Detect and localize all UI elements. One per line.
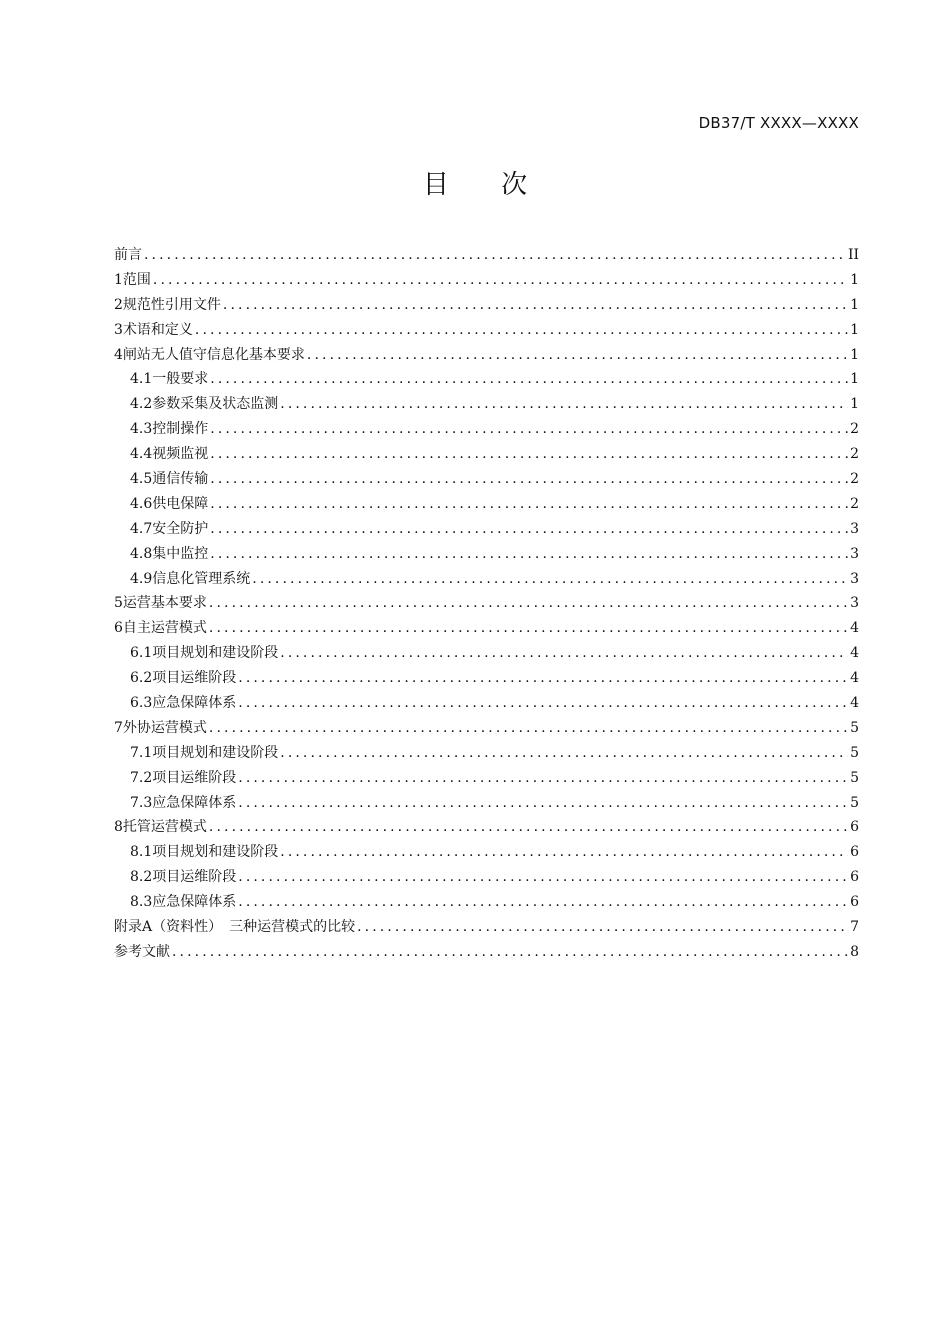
toc-dot-leader	[238, 791, 848, 816]
toc-entry-label: 项目规划和建设阶段	[152, 645, 279, 662]
toc-entry-number: 7.2	[130, 769, 153, 786]
toc-entry-number: 4.7	[130, 520, 153, 537]
toc-entry-number: 1	[114, 271, 123, 288]
toc-entry-label: 闸站无人值守信息化基本要求	[122, 346, 305, 363]
toc-dot-leader	[280, 392, 848, 417]
toc-entry[interactable]	[114, 616, 859, 641]
toc-entry-page: 1	[850, 396, 859, 413]
toc-entry[interactable]	[114, 666, 859, 691]
toc-entry-label: 视频监视	[152, 446, 209, 463]
toc-entry-number: 7.3	[130, 794, 153, 811]
toc-entry[interactable]	[114, 243, 859, 268]
toc-entry-page: 5	[850, 769, 859, 786]
toc-entry-number: 3	[114, 321, 123, 338]
toc-dot-leader	[357, 915, 848, 940]
toc-dot-leader	[209, 616, 848, 641]
toc-entry[interactable]	[114, 940, 859, 965]
toc-dot-leader	[209, 815, 848, 840]
toc-entry[interactable]	[114, 492, 859, 517]
toc-entry-number: 4.4	[130, 446, 153, 463]
toc-entry-label: 项目运维阶段	[152, 869, 237, 886]
toc-entry[interactable]	[114, 791, 859, 816]
toc-entry-label: 前言	[114, 247, 142, 263]
toc-entry-page: 5	[850, 719, 859, 736]
table-of-contents	[114, 243, 859, 965]
toc-entry-page: 1	[850, 346, 859, 363]
toc-entry-page: 6	[850, 894, 859, 911]
toc-entry-number: 4	[114, 346, 123, 363]
toc-entry-label: 集中监控	[152, 545, 209, 562]
toc-dot-leader	[144, 243, 846, 268]
toc-dot-leader	[238, 666, 848, 691]
toc-entry[interactable]	[114, 567, 859, 592]
toc-entry-label: 供电保障	[152, 495, 209, 512]
toc-entry-page: 8	[850, 943, 859, 960]
toc-entry-label: 范围	[122, 271, 151, 288]
toc-entry-label: 项目规划和建设阶段	[152, 744, 279, 761]
toc-dot-leader	[210, 492, 848, 517]
toc-entry-page: 6	[850, 844, 859, 861]
toc-entry-page: 6	[850, 819, 859, 836]
toc-entry-label: 外协运营模式	[122, 719, 207, 736]
toc-entry-label: 一般要求	[152, 371, 209, 388]
toc-entry-page: 2	[850, 446, 859, 463]
toc-entry[interactable]	[114, 716, 859, 741]
toc-entry[interactable]	[114, 318, 859, 343]
toc-entry-label: 参数采集及状态监测	[152, 396, 279, 413]
toc-entry-number: 4.3	[130, 421, 153, 438]
toc-entry[interactable]	[114, 417, 859, 442]
toc-entry-label: 安全防护	[152, 520, 209, 537]
toc-entry[interactable]	[114, 392, 859, 417]
toc-entry-page: 4	[850, 620, 859, 637]
toc-entry-number: 8.2	[130, 869, 153, 886]
toc-entry-page: 2	[850, 421, 859, 438]
toc-dot-leader	[153, 268, 848, 293]
toc-entry-number: 2	[114, 296, 123, 313]
toc-entry-page: 4	[850, 645, 859, 662]
toc-entry-label: 项目运维阶段	[152, 769, 237, 786]
toc-dot-leader	[209, 591, 848, 616]
toc-entry-number: 7.1	[130, 744, 153, 761]
toc-entry-page: 4	[850, 695, 859, 712]
toc-entry-number: 4.5	[130, 471, 153, 488]
toc-entry-page: 2	[850, 495, 859, 512]
toc-dot-leader	[210, 467, 848, 492]
toc-entry-label: 项目运维阶段	[152, 670, 237, 687]
toc-entry-page: 1	[850, 271, 859, 288]
toc-entry-label: 自主运营模式	[122, 620, 207, 637]
toc-title: 目 次	[422, 170, 550, 200]
toc-entry-number: 6.1	[130, 645, 153, 662]
toc-entry-page: 7	[850, 919, 859, 936]
toc-entry[interactable]	[114, 865, 859, 890]
toc-entry-page: 5	[850, 794, 859, 811]
toc-entry-number: 6.2	[130, 670, 153, 687]
toc-entry[interactable]	[114, 815, 859, 840]
toc-entry-page: 4	[850, 670, 859, 687]
toc-entry[interactable]	[114, 915, 859, 940]
toc-entry-label: 参考文献	[114, 943, 170, 960]
toc-entry-page: 1	[850, 321, 859, 338]
toc-entry-page: 1	[850, 371, 859, 388]
toc-dot-leader	[172, 940, 848, 965]
toc-dot-leader	[223, 293, 848, 318]
toc-entry-page: 3	[850, 570, 859, 587]
toc-entry[interactable]	[114, 766, 859, 791]
toc-entry-label: 项目规划和建设阶段	[152, 844, 279, 861]
toc-entry-number: 6	[114, 620, 123, 637]
document-code: DB37/T XXXX—XXXX	[698, 114, 859, 132]
toc-entry-label: 术语和定义	[122, 321, 193, 338]
toc-entry[interactable]	[114, 591, 859, 616]
toc-entry-page: 2	[850, 471, 859, 488]
toc-entry-number: 4.1	[130, 371, 153, 388]
toc-entry-page: 3	[850, 520, 859, 537]
toc-entry[interactable]	[114, 442, 859, 467]
toc-entry[interactable]	[114, 293, 859, 318]
toc-entry-page: 1	[850, 296, 859, 313]
toc-entry[interactable]	[114, 467, 859, 492]
toc-entry[interactable]	[114, 268, 859, 293]
toc-entry-number: 5	[114, 595, 123, 612]
toc-dot-leader	[209, 716, 848, 741]
toc-entry[interactable]	[114, 741, 859, 766]
toc-entry-number: 4.8	[130, 545, 153, 562]
toc-entry[interactable]	[114, 517, 859, 542]
toc-entry-number: 6.3	[130, 695, 153, 712]
toc-entry-label: 应急保障体系	[152, 894, 237, 911]
toc-entry-label: 托管运营模式	[122, 819, 207, 836]
toc-dot-leader	[307, 343, 848, 368]
toc-entry-number: 8	[114, 819, 123, 836]
toc-entry[interactable]	[114, 367, 859, 392]
toc-entry-number: 8.3	[130, 894, 153, 911]
toc-dot-leader	[238, 890, 848, 915]
toc-entry[interactable]	[114, 691, 859, 716]
toc-dot-leader	[210, 542, 848, 567]
toc-dot-leader	[210, 367, 848, 392]
toc-entry-page: II	[847, 247, 859, 263]
toc-dot-leader	[280, 840, 848, 865]
toc-entry[interactable]	[114, 840, 859, 865]
toc-entry-number: 4.6	[130, 495, 153, 512]
toc-dot-leader	[280, 641, 848, 666]
toc-entry-label: 通信传输	[152, 471, 209, 488]
toc-dot-leader	[252, 567, 848, 592]
toc-entry-number: 7	[114, 719, 123, 736]
toc-dot-leader	[238, 865, 848, 890]
toc-entry-label: 运营基本要求	[122, 595, 207, 612]
toc-entry-number: 4.9	[130, 570, 153, 587]
toc-dot-leader	[195, 318, 848, 343]
toc-dot-leader	[210, 417, 848, 442]
toc-dot-leader	[210, 517, 848, 542]
toc-dot-leader	[280, 741, 848, 766]
toc-entry-number: 4.2	[130, 396, 153, 413]
toc-entry-label: 规范性引用文件	[122, 296, 221, 313]
toc-entry-label: 附录A（资料性） 三种运营模式的比较	[114, 919, 356, 936]
toc-entry[interactable]	[114, 343, 859, 368]
toc-entry-label: 信息化管理系统	[152, 570, 251, 587]
toc-dot-leader	[210, 442, 848, 467]
toc-entry-page: 3	[850, 595, 859, 612]
toc-entry-number: 8.1	[130, 844, 153, 861]
toc-dot-leader	[238, 691, 848, 716]
toc-entry[interactable]	[114, 890, 859, 915]
toc-entry[interactable]	[114, 542, 859, 567]
toc-dot-leader	[238, 766, 848, 791]
toc-entry-page: 3	[850, 545, 859, 562]
toc-entry[interactable]	[114, 641, 859, 666]
toc-entry-page: 5	[850, 744, 859, 761]
toc-entry-label: 应急保障体系	[152, 794, 237, 811]
toc-entry-label: 控制操作	[152, 421, 209, 438]
toc-entry-label: 应急保障体系	[152, 695, 237, 712]
toc-entry-page: 6	[850, 869, 859, 886]
